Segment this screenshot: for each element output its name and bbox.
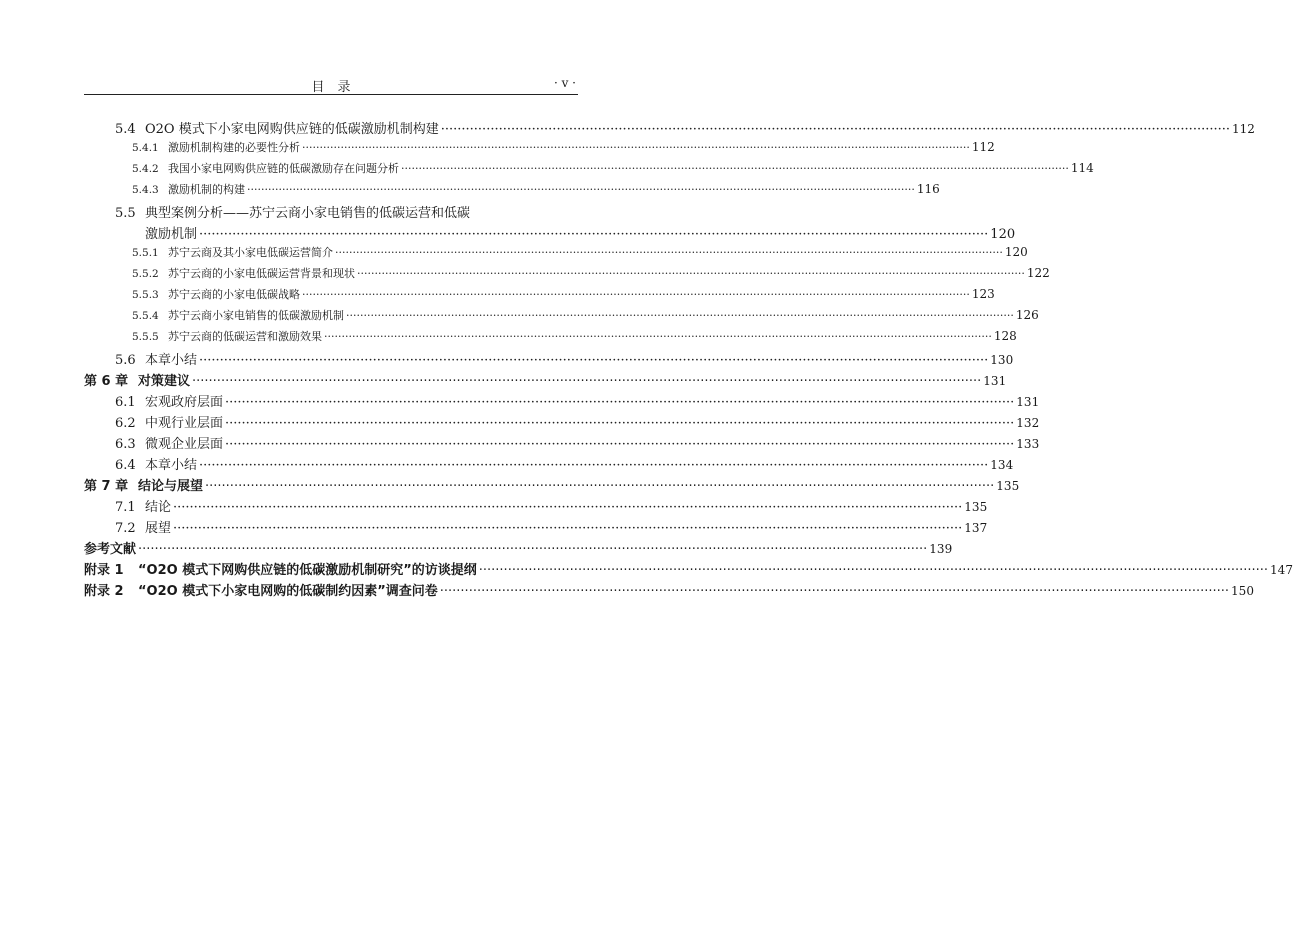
section-title: 苏宁云商的低碳运营和激励效果 [168, 330, 322, 343]
page-number: 137 [964, 521, 988, 535]
chapter-title: 结论与展望 [138, 479, 204, 494]
section-number: 6.4 [115, 458, 136, 473]
toc-entry-5-4-1[interactable] [84, 139, 995, 160]
chapter-title: 对策建议 [138, 374, 191, 389]
section-title-continued: 激励机制 [145, 227, 198, 242]
page-number: 135 [964, 500, 988, 514]
leader-dots [324, 330, 992, 343]
section-number: 5.4.2 [132, 163, 159, 175]
section-number: 7.1 [115, 500, 136, 515]
leader-dots [401, 162, 1069, 175]
toc-entry-6-3[interactable] [84, 433, 1040, 454]
toc-entry-5-5[interactable] [84, 202, 578, 223]
leader-dots [138, 542, 927, 557]
appendix-number: 附录 1 [84, 563, 124, 578]
section-title: 微观企业层面 [145, 437, 224, 452]
references-title: 参考文献 [84, 542, 137, 557]
leader-dots [199, 458, 988, 473]
section-number: 7.2 [115, 521, 136, 536]
leader-dots [192, 374, 981, 389]
leader-dots [247, 183, 915, 196]
leader-dots [205, 479, 994, 494]
running-header [84, 74, 578, 95]
chapter-number: 第 7 章 [84, 479, 129, 494]
toc-entry-6-2[interactable] [84, 412, 1040, 433]
section-title: 苏宁云商小家电销售的低碳激励机制 [168, 309, 344, 322]
toc-appendix-1[interactable] [84, 559, 1293, 580]
page-number: 134 [990, 458, 1014, 472]
section-number: 5.5.3 [132, 289, 159, 301]
leader-dots [479, 563, 1268, 578]
toc-entry-5-4-3[interactable] [84, 181, 940, 202]
toc-entry-5-5-5[interactable] [84, 328, 1017, 349]
page-number: 126 [1015, 308, 1039, 322]
toc-entry-5-6[interactable] [84, 349, 1014, 370]
page-number: 120 [990, 227, 1016, 242]
page-number: 150 [1231, 584, 1254, 598]
section-title: 本章小结 [145, 458, 198, 473]
page-number: 120 [1004, 245, 1028, 259]
toc-chapter-7[interactable] [84, 475, 1020, 496]
toc-entry-5-5-continued[interactable] [84, 223, 1016, 244]
leader-dots [440, 584, 1229, 599]
appendix-number: 附录 2 [84, 584, 124, 599]
section-title: O2O 模式下小家电网购供应链的低碳激励机制构建 [145, 122, 439, 137]
toc-entry-5-5-4[interactable] [84, 307, 1039, 328]
header-title: 目 录 [311, 80, 351, 95]
section-number: 5.5.5 [132, 331, 159, 343]
section-number: 5.5.2 [132, 268, 159, 280]
section-number: 5.5.1 [132, 247, 159, 259]
leader-dots [173, 521, 962, 536]
section-title: 本章小结 [145, 353, 198, 368]
page-number: 147 [1270, 563, 1293, 577]
section-title: 苏宁云商的小家电低碳战略 [168, 288, 300, 301]
toc-chapter-6[interactable] [84, 370, 1007, 391]
toc-entry-5-5-3[interactable] [84, 286, 995, 307]
page-number: 112 [1232, 122, 1255, 136]
leader-dots [302, 141, 970, 154]
table-of-contents [84, 118, 1293, 601]
section-number: 5.5 [115, 206, 136, 221]
toc-entry-6-1[interactable] [84, 391, 1040, 412]
section-number: 6.3 [115, 437, 136, 452]
page-number: 131 [1016, 395, 1040, 409]
section-title: 典型案例分析——苏宁云商小家电销售的低碳运营和低碳 [145, 206, 471, 221]
toc-entry-6-4[interactable] [84, 454, 1014, 475]
appendix-title: “O2O 模式下网购供应链的低碳激励机制研究”的访谈提纲 [138, 563, 477, 578]
leader-dots [357, 267, 1025, 280]
leader-dots [302, 288, 970, 301]
toc-entry-5-5-1[interactable] [84, 244, 1028, 265]
section-number: 5.6 [115, 353, 136, 368]
toc-entry-5-5-2[interactable] [84, 265, 1050, 286]
leader-dots [335, 246, 1003, 259]
leader-dots [346, 309, 1014, 322]
header-page-number: · v · [553, 76, 576, 90]
page-number: 116 [916, 182, 940, 196]
page-number: 114 [1070, 161, 1094, 175]
leader-dots [199, 353, 988, 368]
section-title: 宏观政府层面 [145, 395, 224, 410]
section-title: 苏宁云商及其小家电低碳运营简介 [168, 246, 333, 259]
leader-dots [225, 437, 1014, 452]
section-title: 中观行业层面 [145, 416, 224, 431]
page-number: 133 [1016, 437, 1040, 451]
section-number: 6.1 [115, 395, 136, 410]
toc-entry-5-4-2[interactable] [84, 160, 1094, 181]
page-number: 139 [929, 542, 953, 556]
leader-dots [225, 395, 1014, 410]
leader-dots [225, 416, 1014, 431]
section-title: 激励机制构建的必要性分析 [168, 141, 300, 154]
section-title: 结论 [145, 500, 172, 515]
section-number: 5.4.1 [132, 142, 159, 154]
leader-dots [199, 227, 988, 242]
page-number: 123 [971, 287, 995, 301]
appendix-title: “O2O 模式下小家电网购的低碳制约因素”调查问卷 [138, 584, 438, 599]
page-number: 130 [990, 353, 1014, 367]
section-title: 我国小家电网购供应链的低碳激励存在问题分析 [168, 162, 399, 175]
leader-dots [441, 122, 1230, 137]
page-number: 131 [983, 374, 1007, 388]
page-number: 112 [971, 140, 995, 154]
section-title: 苏宁云商的小家电低碳运营背景和现状 [168, 267, 355, 280]
toc-entry-7-1[interactable] [84, 496, 988, 517]
section-title: 展望 [145, 521, 172, 536]
page-number: 135 [996, 479, 1020, 493]
leader-dots [173, 500, 962, 515]
section-number: 5.4.3 [132, 184, 159, 196]
toc-entry-7-2[interactable] [84, 517, 988, 538]
section-number: 6.2 [115, 416, 136, 431]
toc-appendix-2[interactable] [84, 580, 1254, 601]
toc-references[interactable] [84, 538, 953, 559]
section-number: 5.5.4 [132, 310, 159, 322]
chapter-number: 第 6 章 [84, 374, 129, 389]
toc-entry-5-4[interactable] [84, 118, 1255, 139]
page-number: 122 [1026, 266, 1050, 280]
page-number: 132 [1016, 416, 1040, 430]
page-number: 128 [993, 329, 1017, 343]
section-title: 激励机制的构建 [168, 183, 245, 196]
section-number: 5.4 [115, 122, 136, 137]
